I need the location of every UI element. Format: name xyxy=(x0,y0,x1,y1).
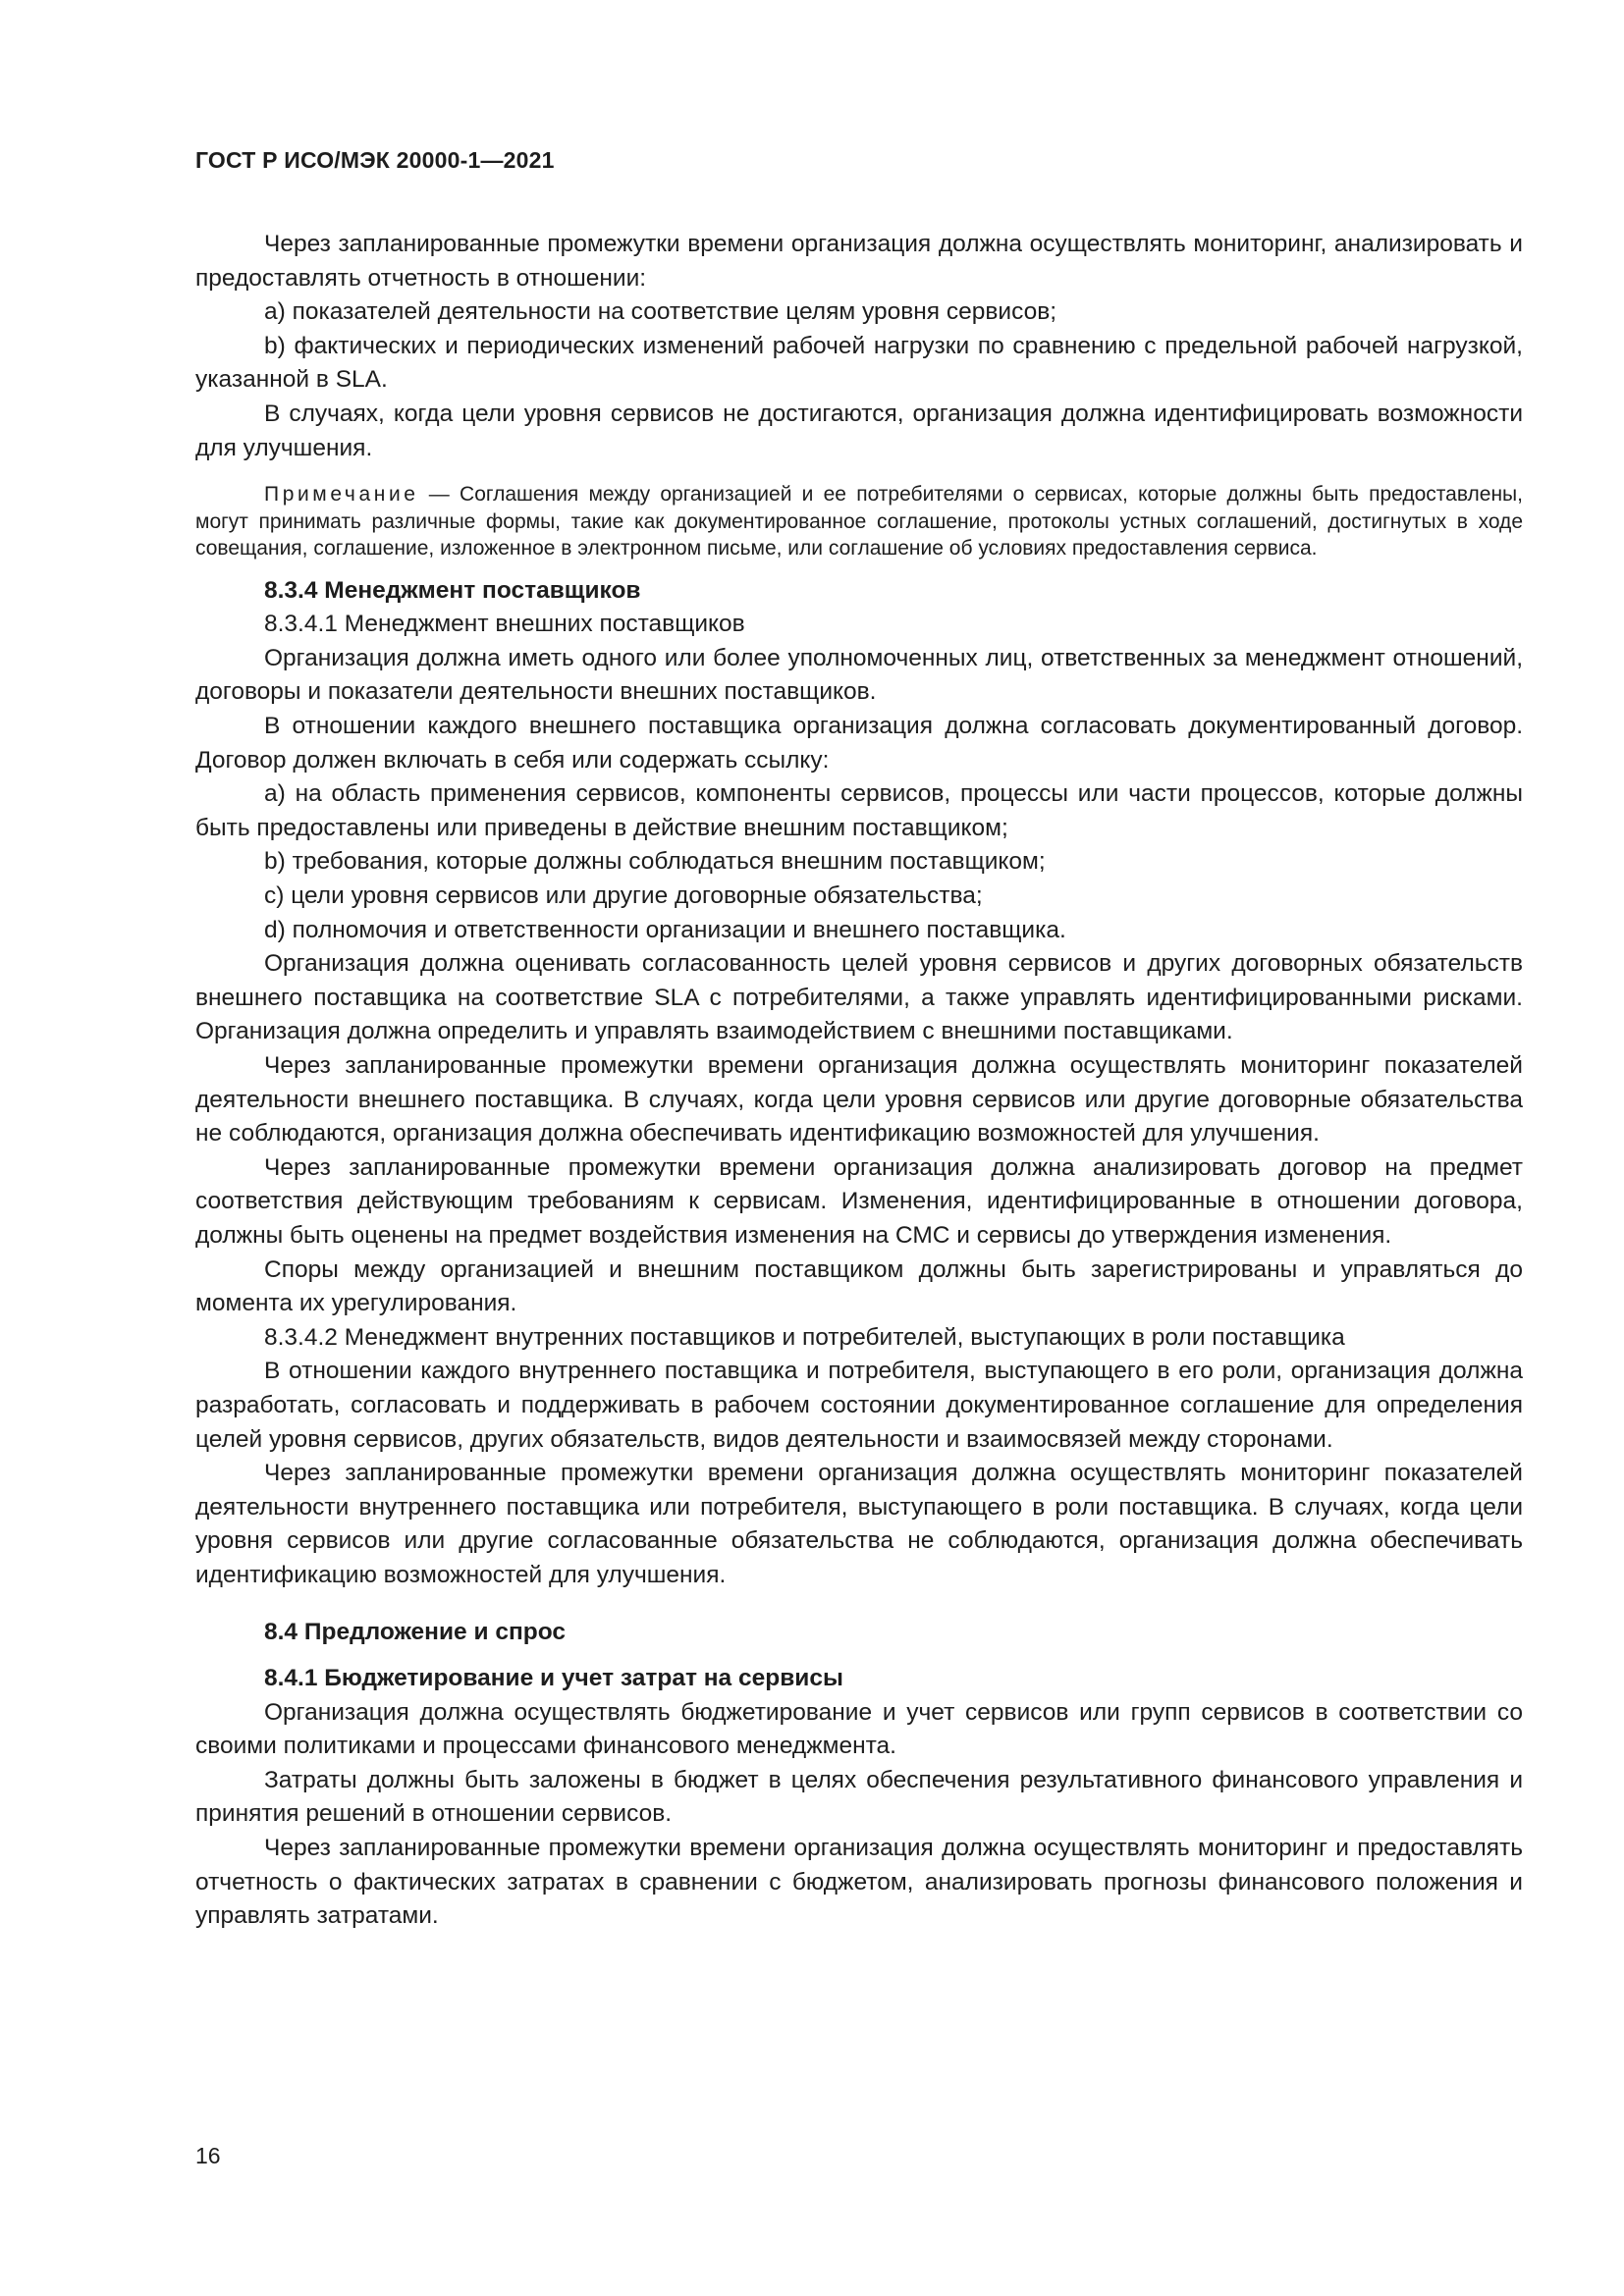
list-item: d) полномочия и ответственности организации и внешнего поставщика. xyxy=(264,916,1066,943)
paragraph: В отношении каждого внешнего поставщика организация должна согласовать документированный договор. Договор должен включать в себя или содержать ссылку: xyxy=(195,713,1523,774)
section-heading-8-3-4: 8.3.4 Менеджмент поставщиков xyxy=(264,576,641,604)
list-item: a) на область применения сервисов, компоненты сервисов, процессы или части процессов, которые должны быть предоставлены или приведены в действие внешним поставщиком; xyxy=(195,780,1523,841)
paragraph: Организация должна оценивать согласованность целей уровня сервисов и других договорных обязательств внешнего поставщика на соответствие SLA с потребителями, а также управлять идентифицированными рисками. Организация должна определить и управлять взаимодействием с внешними поставщиками. xyxy=(195,950,1523,1045)
paragraph: Споры между организацией и внешним поставщиком должны быть зарегистрированы и управляться до момента их урегулирования. xyxy=(195,1255,1523,1317)
note-label: Примечание xyxy=(264,483,419,507)
paragraph: Через запланированные промежутки времени организация должна осуществлять мониторинг, анализировать и предоставлять отчетность в отношении: xyxy=(195,231,1523,292)
document-body xyxy=(195,228,1523,1934)
list-item: a) показателей деятельности на соответствие целям уровня сервисов; xyxy=(264,298,1057,326)
paragraph: Организация должна иметь одного или более уполномоченных лиц, ответственных за менеджмент отношений, договоры и показатели деятельности внешних поставщиков. xyxy=(195,644,1523,706)
document-header: ГОСТ Р ИСО/МЭК 20000-1—2021 xyxy=(195,147,555,173)
list-item: b) фактических и периодических изменений рабочей нагрузки по сравнению с предельной рабочей нагрузкой, указанной в SLA. xyxy=(195,332,1523,394)
section-heading-8-4-1: 8.4.1 Бюджетирование и учет затрат на сервисы xyxy=(264,1665,843,1692)
paragraph: В случаях, когда цели уровня сервисов не достигаются, организация должна идентифицировать возможности для улучшения. xyxy=(195,400,1523,461)
paragraph: Организация должна осуществлять бюджетирование и учет сервисов или групп сервисов в соответствии со своими политиками и процессами финансового менеджмента. xyxy=(195,1698,1523,1760)
paragraph: Через запланированные промежутки времени организация должна анализировать договор на предмет соответствия действующим требованиям к сервисам. Изменения, идентифицированные в отношении договора, должны быть оценены на предмет воздействия изменения на СМС и сервисы до утверждения изменения. xyxy=(195,1153,1523,1249)
section-heading-8-4: 8.4 Предложение и спрос xyxy=(264,1619,566,1646)
subsection-heading-8-3-4-2: 8.3.4.2 Менеджмент внутренних поставщиков и потребителей, выступающих в роли поставщика xyxy=(264,1323,1345,1351)
page-number: 16 xyxy=(195,2143,221,2168)
note xyxy=(195,481,1523,562)
paragraph: Через запланированные промежутки времени организация должна осуществлять мониторинг показателей деятельности внутреннего поставщика или потребителя, выступающего в роли поставщика. В случаях, когда цели уровня сервисов или другие согласованные обязательства не соблюдаются, организация должна обеспечивать идентификацию возможностей для улучшения. xyxy=(195,1460,1523,1588)
subsection-heading-8-3-4-1: 8.3.4.1 Менеджмент внешних поставщиков xyxy=(264,611,745,638)
list-item: b) требования, которые должны соблюдаться внешним поставщиком; xyxy=(264,848,1046,876)
paragraph: Через запланированные промежутки времени организация должна осуществлять мониторинг показателей деятельности внешнего поставщика. В случаях, когда цели уровня сервисов или другие договорные обязательства не соблюдаются, организация должна обеспечивать идентификацию возможностей для улучшения. xyxy=(195,1051,1523,1148)
paragraph: Через запланированные промежутки времени организация должна осуществлять мониторинг и предоставлять отчетность о фактических затратах в сравнении с бюджетом, анализировать прогнозы финансового положения и управлять затратами. xyxy=(195,1835,1523,1930)
note-text: — Соглашения между организацией и ее потребителями о сервисах, которые должны быть предоставлены, могут принимать различные формы, такие как документированное соглашение, протоколы устных соглашений, достигнутых в ходе совещания, соглашение, изложенное в электронном письме, или соглашение об условиях предоставления сервиса. xyxy=(195,483,1523,561)
list-item: c) цели уровня сервисов или другие договорные обязательства; xyxy=(264,882,983,909)
paragraph: В отношении каждого внутреннего поставщика и потребителя, выступающего в его роли, организация должна разработать, согласовать и поддерживать в рабочем состоянии документированное соглашение для определения целей уровня сервисов, других обязательств, видов деятельности и взаимосвязей между сторонами. xyxy=(195,1358,1523,1453)
paragraph: Затраты должны быть заложены в бюджет в целях обеспечения результативного финансового управления и принятия решений в отношении сервисов. xyxy=(195,1766,1523,1828)
